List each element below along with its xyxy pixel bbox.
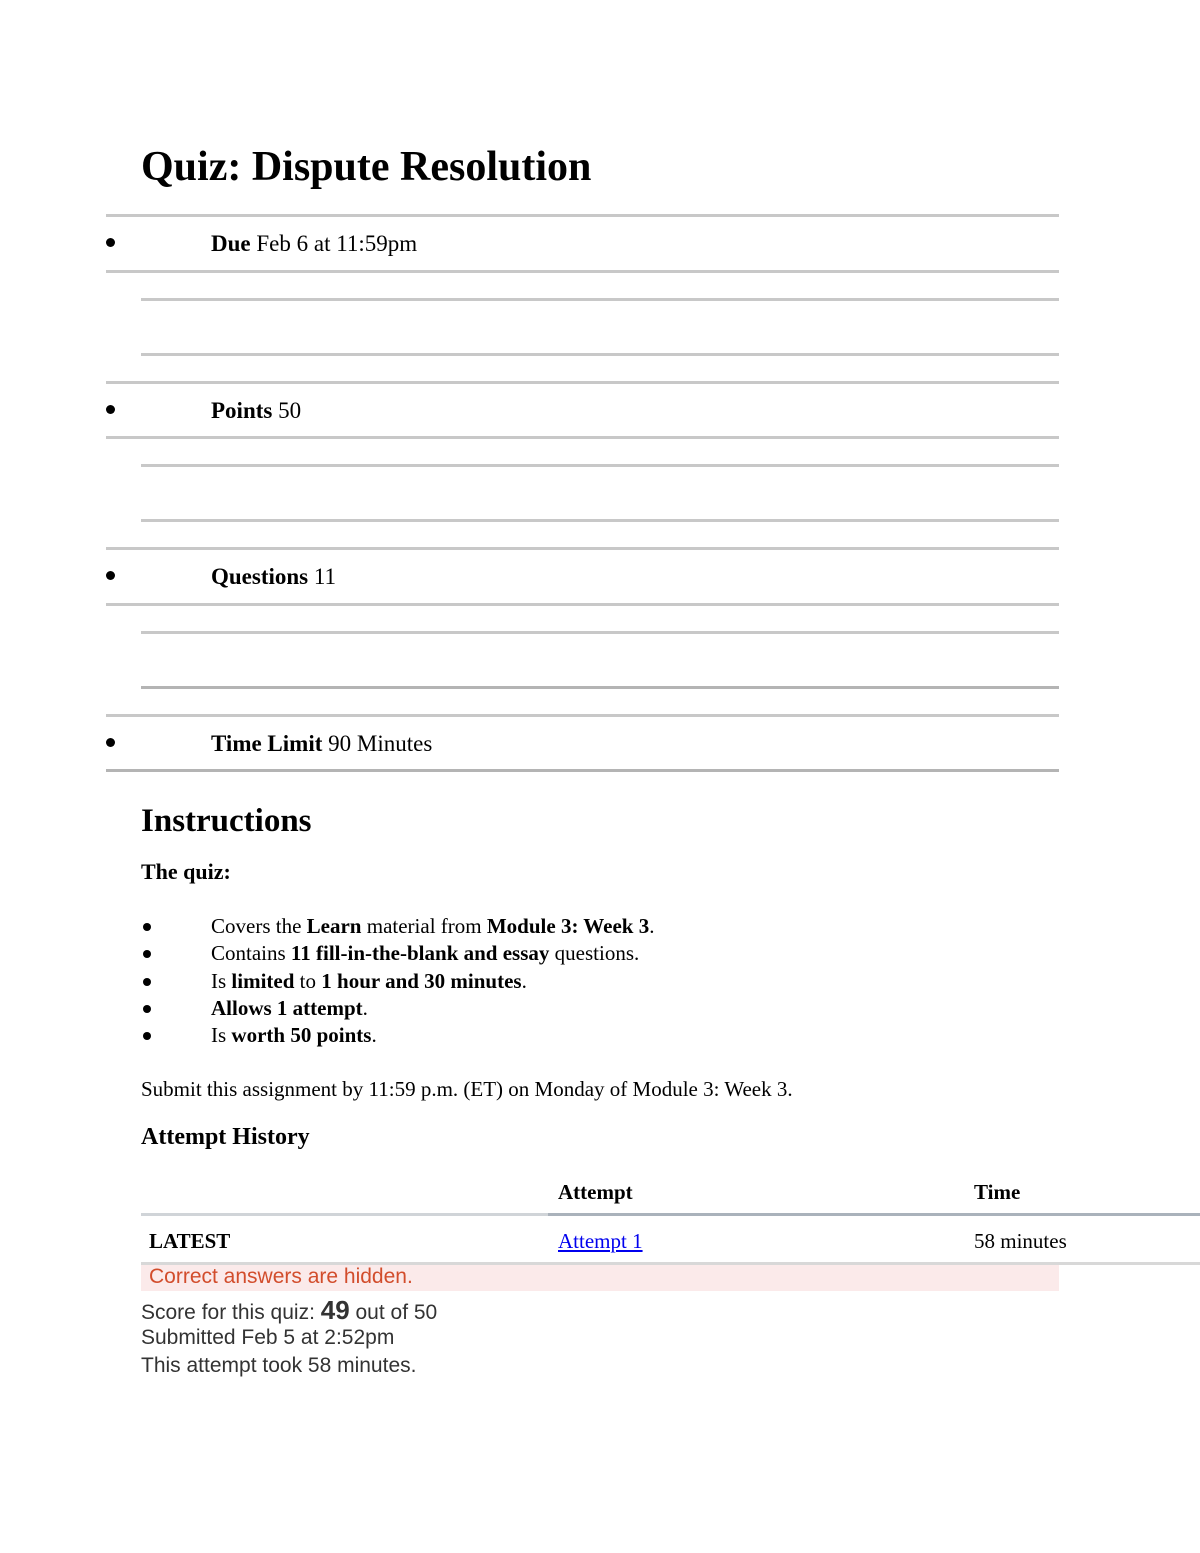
column-header-attempt: Attempt	[558, 1180, 633, 1204]
detail-points	[106, 385, 1059, 439]
instructions-list	[141, 913, 654, 1049]
item-bold: Allows 1 attempt	[211, 995, 363, 1020]
item-text: Covers the	[211, 914, 307, 938]
attempt-duration: This attempt took 58 minutes.	[141, 1354, 417, 1377]
item-text: .	[371, 1023, 377, 1048]
item-bold: Learn	[306, 914, 362, 938]
instructions-lead: The quiz:	[141, 859, 231, 884]
detail-questions	[106, 551, 1059, 605]
attempt-history-heading: Attempt History	[141, 1124, 310, 1150]
list-item	[141, 1022, 654, 1049]
table-header-divider	[141, 1213, 548, 1216]
answers-hidden-notice	[141, 1265, 1059, 1291]
divider	[141, 298, 1059, 301]
due-value: Feb 6 at 11:59pm	[256, 231, 418, 256]
page-title: Quiz: Dispute Resolution	[141, 144, 592, 190]
submit-note: Submit this assignment by 11:59 p.m. (ET) on Monday of Module 3: Week 3.	[141, 1077, 793, 1101]
notice-text: Correct answers are hidden.	[149, 1265, 413, 1288]
column-header-time: Time	[974, 1180, 1021, 1204]
divider	[141, 686, 1059, 689]
questions-label: Questions	[211, 564, 309, 589]
item-bold: worth 50 points	[231, 1023, 372, 1048]
bullet-icon	[106, 571, 115, 580]
item-text: questions.	[549, 941, 640, 966]
points-text	[211, 396, 301, 426]
item-text: .	[521, 968, 527, 993]
points-value: 50	[278, 398, 302, 423]
latest-label: LATEST	[149, 1229, 231, 1253]
table-header-divider	[548, 1213, 1200, 1216]
attempt-link[interactable]: Attempt 1	[558, 1229, 643, 1253]
submitted-date: Submitted Feb 5 at 2:52pm	[141, 1326, 395, 1349]
due-text	[211, 229, 417, 259]
divider	[106, 547, 1059, 550]
divider	[106, 436, 1059, 439]
questions-text	[211, 562, 336, 592]
item-bold: Module 3: Week 3	[486, 914, 650, 938]
divider	[106, 270, 1059, 273]
divider	[106, 381, 1059, 384]
bullet-icon	[106, 405, 115, 414]
item-bold: 1 hour and 30 minutes	[321, 968, 522, 993]
due-label: Due	[211, 231, 251, 256]
list-item	[141, 940, 654, 967]
item-bold: 11 fill-in-the-blank and essay	[290, 941, 550, 966]
item-text: to	[294, 968, 322, 993]
score-prefix: Score for this quiz:	[141, 1301, 321, 1324]
points-label: Points	[211, 398, 273, 423]
item-text: Contains	[211, 941, 291, 966]
score-suffix: out of 50	[349, 1301, 438, 1324]
divider	[141, 464, 1059, 467]
time-limit-text	[211, 729, 432, 759]
divider	[106, 603, 1059, 606]
item-text: material from	[361, 914, 487, 938]
score-line	[141, 1296, 437, 1327]
score-value: 49	[320, 1295, 350, 1325]
item-text: Is	[211, 968, 232, 993]
attempt-time: 58 minutes	[974, 1229, 1067, 1253]
list-item	[141, 913, 654, 940]
divider	[141, 631, 1059, 634]
divider	[106, 714, 1059, 717]
list-item	[141, 968, 654, 995]
instructions-heading: Instructions	[141, 803, 312, 839]
divider	[106, 214, 1059, 217]
bullet-icon	[106, 738, 115, 747]
divider	[141, 353, 1059, 356]
questions-value: 11	[313, 564, 337, 589]
detail-due	[106, 218, 1059, 272]
item-text: .	[649, 914, 655, 938]
divider	[141, 519, 1059, 522]
time-limit-value: 90 Minutes	[328, 731, 433, 756]
detail-time-limit	[106, 718, 1059, 772]
item-text: Is	[211, 1023, 232, 1048]
divider	[106, 769, 1059, 772]
item-bold: limited	[231, 968, 295, 993]
time-limit-label: Time Limit	[211, 731, 323, 756]
bullet-icon	[106, 238, 115, 247]
item-text: .	[362, 995, 368, 1020]
list-item	[141, 995, 654, 1022]
